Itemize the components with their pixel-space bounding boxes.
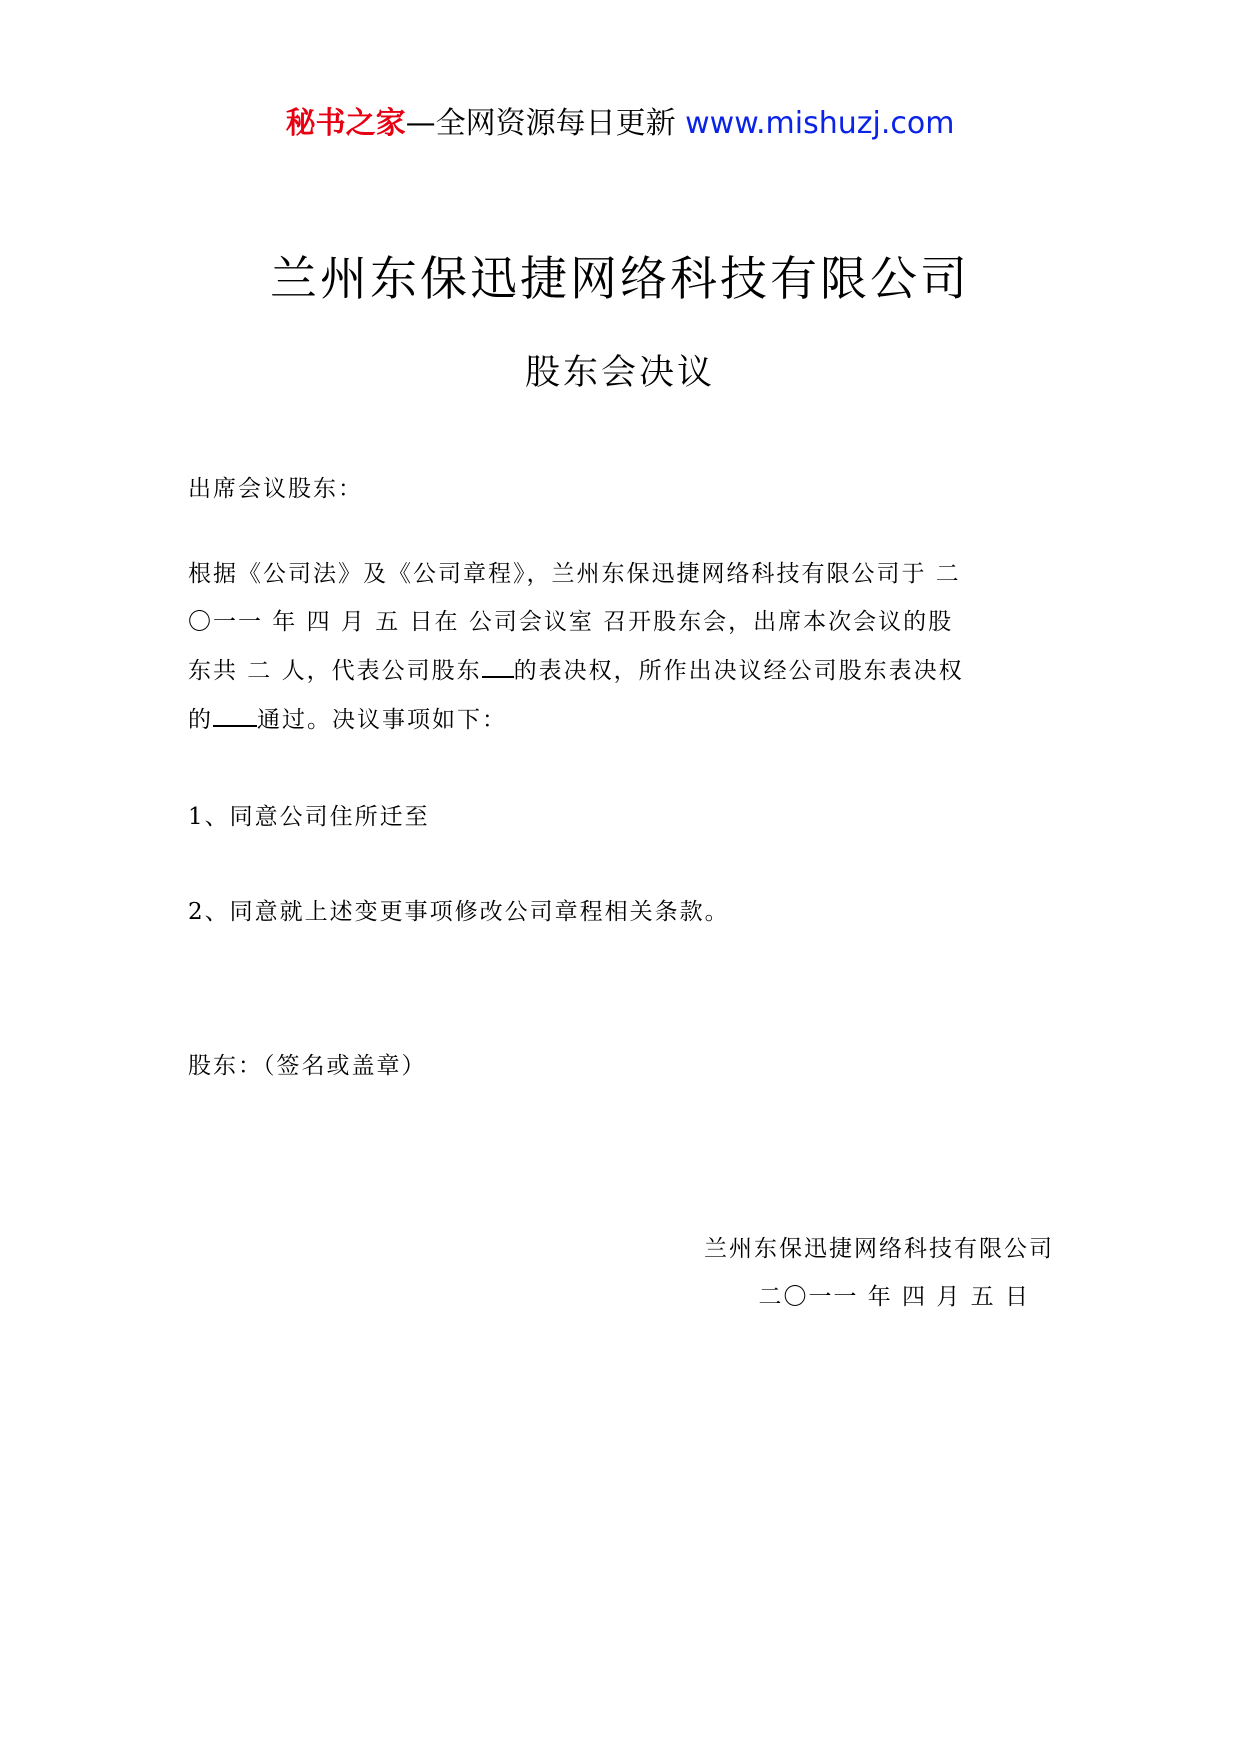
- signature-block: [704, 1225, 1054, 1321]
- body-line-3-tail: 的表决权，所作出决议经公司股东表决权: [513, 658, 964, 684]
- body-line-1: 根据《公司法》及《公司章程》，兰州东保迅捷网络科技有限公司于 二: [188, 561, 961, 587]
- resolution-item-2: 2、同意就上述变更事项修改公司章程相关条款。: [188, 899, 730, 925]
- brand-name: 秘书之家: [285, 106, 406, 141]
- signature-company: 兰州东保迅捷网络科技有限公司: [704, 1236, 1054, 1262]
- approval-ratio-blank: [213, 695, 257, 727]
- body-line-4-tail: 通过。决议事项如下：: [257, 707, 507, 733]
- company-title: 兰州东保迅捷网络科技有限公司: [270, 252, 970, 307]
- shareholder-signature-line: 股东：（签名或盖章）: [188, 1053, 427, 1079]
- body-paragraph: [188, 550, 1058, 744]
- banner-tagline: —全网资源每日更新: [405, 106, 676, 141]
- site-banner: [0, 104, 1240, 144]
- vote-share-blank: [482, 646, 514, 678]
- document-title: 股东会决议: [524, 353, 715, 393]
- body-line-2: 〇一一 年 四 月 五 日在 公司会议室 召开股东会，出席本次会议的股: [188, 609, 954, 635]
- attendees-label: 出席会议股东：: [188, 476, 363, 502]
- resolution-item-1: 1、同意公司住所迁至: [188, 804, 430, 830]
- signature-date: 二〇一一 年 四 月 五 日: [758, 1284, 1030, 1310]
- site-url-link[interactable]: www.mishuzj.com: [685, 106, 955, 141]
- body-line-3: [188, 646, 1058, 695]
- body-line-4-head: 的: [188, 707, 213, 733]
- body-line-3-head: 东共 二 人，代表公司股东: [188, 658, 482, 684]
- body-line-4: [188, 695, 1058, 744]
